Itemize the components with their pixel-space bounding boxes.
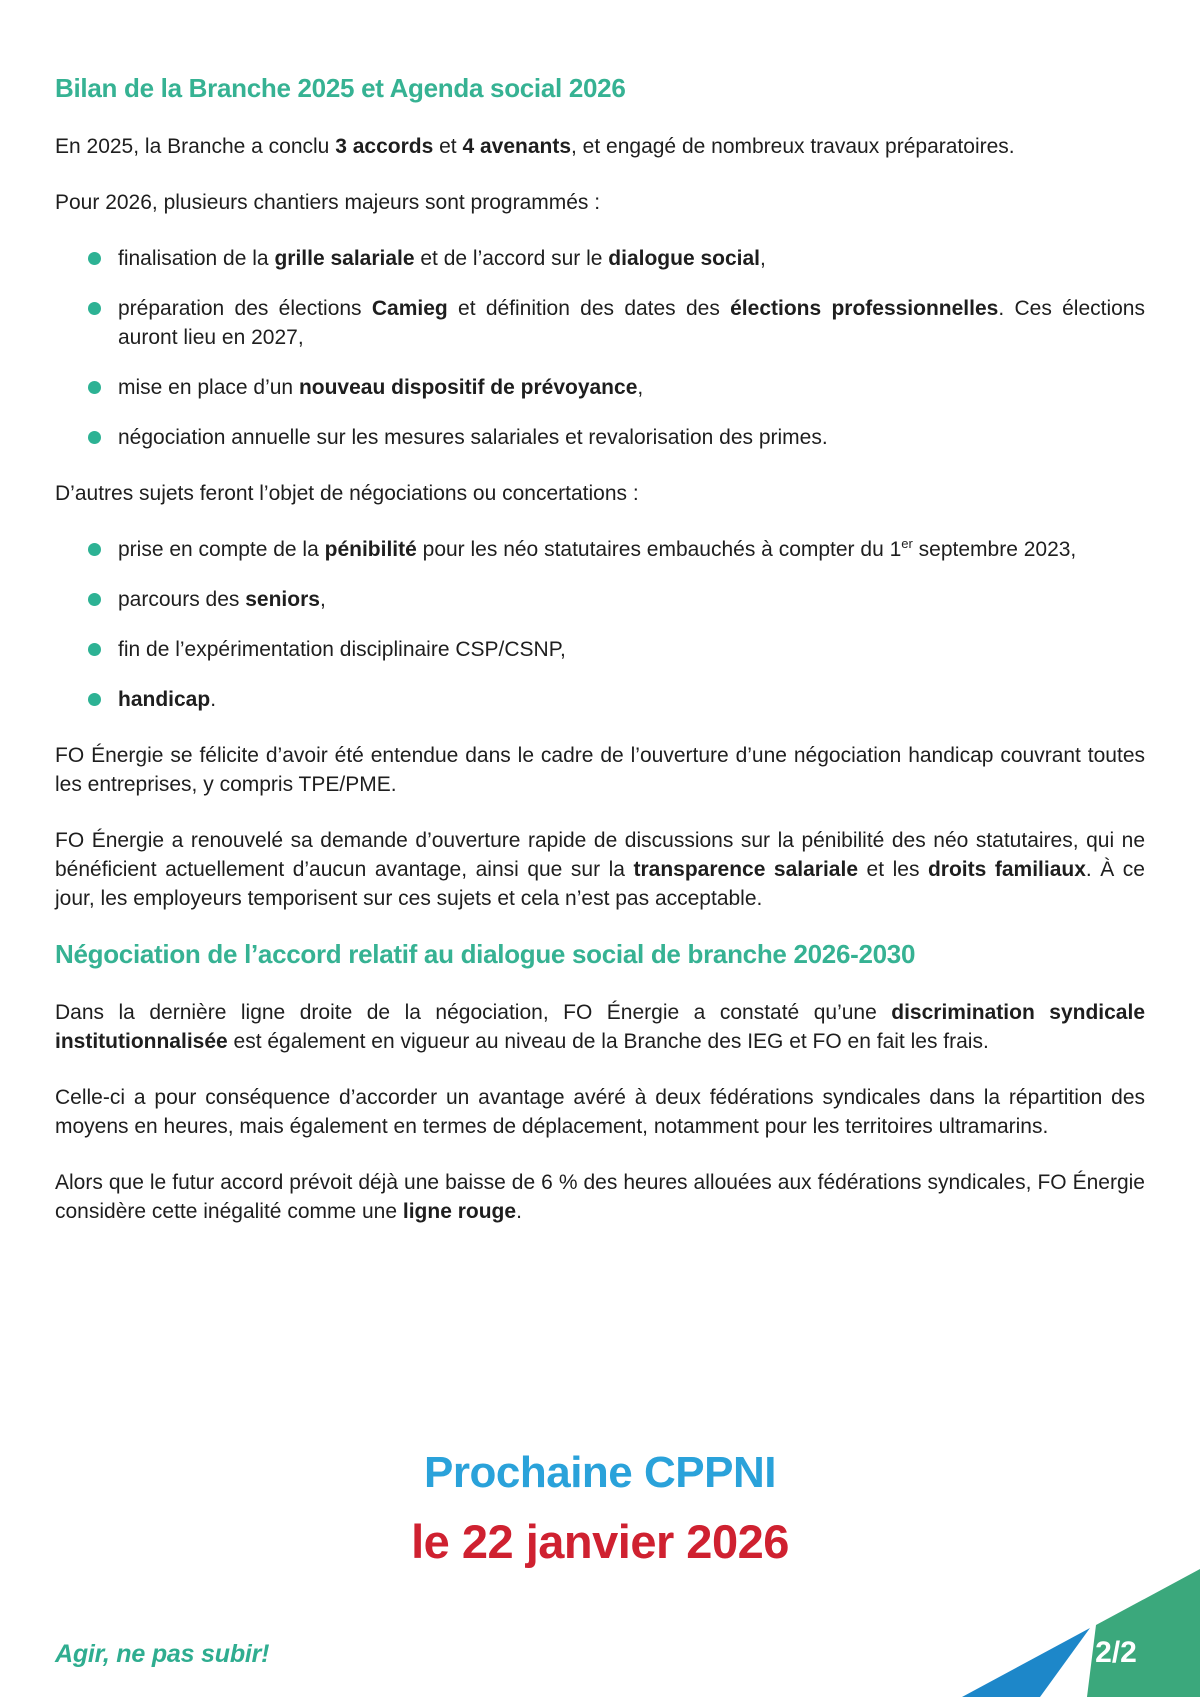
bullet-dot-icon <box>88 543 101 556</box>
bold-run: ligne rouge <box>402 1199 517 1223</box>
bullet-text <box>118 588 326 611</box>
paragraph <box>55 479 1145 508</box>
corner-decoration <box>950 1557 1200 1697</box>
bullet-dot-icon <box>88 431 101 444</box>
text-run: et les <box>858 857 928 881</box>
bullet-dot-icon <box>88 381 101 394</box>
bold-run: grille salariale <box>274 246 415 270</box>
paragraph <box>55 1168 1145 1226</box>
text-run: FO Énergie se félicite d’avoir été entendue dans le cadre de l’ouverture d’une négociation handicap couvrant toutes les entreprises, y compris TPE/PME. <box>55 743 1145 796</box>
text-run: Celle-ci a pour conséquence d’accorder un avantage avéré à deux fédérations syndicales dans la répartition des moyens en heures, mais également en termes de déplacement, notamment pour les territoires ultramarins. <box>55 1085 1145 1138</box>
footer-slogan: Agir, ne pas subir! <box>55 1640 270 1668</box>
text-run: septembre 2023, <box>912 537 1077 561</box>
text-run: En 2025, la Branche a conclu <box>55 134 336 158</box>
document-body <box>55 74 1145 1253</box>
bullet-text <box>118 638 566 661</box>
bullet-text <box>118 247 766 270</box>
text-run: , <box>319 587 326 611</box>
paragraph <box>55 826 1145 913</box>
bullet-text <box>118 426 828 449</box>
bullet-dot-icon <box>88 643 101 656</box>
text-run: prise en compte de la <box>118 537 325 561</box>
bullet-dot-icon <box>88 252 101 265</box>
bullet-item <box>55 685 1145 714</box>
bold-run: dialogue social <box>608 246 761 270</box>
bold-run: transparence salariale <box>633 857 859 881</box>
text-run: Pour 2026, plusieurs chantiers majeurs sont programmés : <box>55 190 601 214</box>
bold-run: Camieg <box>371 296 448 320</box>
paragraph <box>55 998 1145 1056</box>
page-number-badge: 2/2 <box>1095 1636 1137 1669</box>
text-run: FO Énergie a renouvelé sa demande d’ouverture rapide de discussions sur la pénibilité des néo statutaires, qui ne bénéficient actuellement d’aucun avantage, ainsi que sur la <box>55 828 1145 881</box>
bullet-item <box>55 635 1145 664</box>
paragraph <box>55 188 1145 217</box>
text-run: , et engagé de nombreux travaux préparatoires. <box>571 134 1015 158</box>
corner-green-shape <box>1087 1569 1200 1697</box>
text-run: finalisation de la <box>118 246 275 270</box>
text-run: parcours des <box>118 587 246 611</box>
paragraph <box>55 132 1145 161</box>
bullet-text <box>118 297 1145 349</box>
bullet-item <box>55 423 1145 452</box>
bullet-item <box>55 535 1145 564</box>
announcement-cppni: Prochaine CPPNI <box>424 1448 776 1497</box>
text-run: et <box>433 134 463 158</box>
text-run: négociation annuelle sur les mesures salariales et revalorisation des primes. <box>118 425 828 449</box>
text-run: D’autres sujets feront l’objet de négociations ou concertations : <box>55 481 639 505</box>
paragraph <box>55 1083 1145 1141</box>
bullet-item <box>55 244 1145 273</box>
text-run: est également en vigueur au niveau de la Branche des IEG et FO en fait les frais. <box>227 1029 989 1053</box>
text-run: fin de l’expérimentation disciplinaire CSP/CSNP, <box>118 637 566 661</box>
paragraph <box>55 741 1145 799</box>
text-run: . <box>516 1199 522 1223</box>
bold-run: handicap <box>118 687 211 711</box>
text-run: et de l’accord sur le <box>414 246 609 270</box>
text-run: , <box>760 246 766 270</box>
bullet-dot-icon <box>88 302 101 315</box>
bold-run: droits familiaux <box>927 857 1086 881</box>
text-run: , <box>637 375 644 399</box>
bullet-item <box>55 294 1145 352</box>
bullet-dot-icon <box>88 593 101 606</box>
text-run: Bilan de la Branche 2025 et Agenda social 2026 <box>55 73 626 103</box>
text-run: . À ce jour, les employeurs temporisent sur ces sujets et cela n’est pas acceptable. <box>55 857 1145 910</box>
bullet-text <box>118 535 1077 561</box>
text-run: . Ces élections auront lieu en 2027, <box>118 296 1145 349</box>
bold-run: élections professionnelles <box>730 296 999 320</box>
section-heading <box>55 940 1145 970</box>
text-run: mise en place d’un <box>118 375 299 399</box>
text-run: Négociation de l’accord relatif au dialogue social de branche 2026-2030 <box>55 938 916 969</box>
bold-run: nouveau dispositif de prévoyance <box>298 375 638 399</box>
text-run: et définition des dates des <box>447 296 731 320</box>
superscript: er <box>901 535 913 551</box>
bullet-text <box>118 688 216 711</box>
text-run: Alors que le futur accord prévoit déjà une baisse de 6 % des heures allouées aux fédérations syndicales, FO Énergie considère cette inégalité comme une <box>55 1170 1145 1223</box>
section-heading <box>55 74 1145 104</box>
text-run: pour les néo statutaires embauchés à compter du 1 <box>416 537 902 561</box>
bullet-item <box>55 373 1145 402</box>
bold-run: discrimination syndicale institutionnalisée <box>55 1000 1145 1053</box>
announcement-date: le 22 janvier 2026 <box>411 1515 789 1568</box>
bold-run: 3 accords <box>335 134 434 158</box>
corner-blue-triangle-icon <box>962 1628 1090 1697</box>
bullet-text <box>118 376 643 399</box>
text-run: . <box>210 687 217 711</box>
text-run: préparation des élections <box>118 296 372 320</box>
bold-run: seniors <box>245 587 320 611</box>
bold-run: 4 avenants <box>462 134 572 158</box>
bold-run: pénibilité <box>324 537 417 561</box>
bullet-item <box>55 585 1145 614</box>
bullet-dot-icon <box>88 693 101 706</box>
text-run: Dans la dernière ligne droite de la négociation, FO Énergie a constaté qu’une <box>55 1000 892 1024</box>
